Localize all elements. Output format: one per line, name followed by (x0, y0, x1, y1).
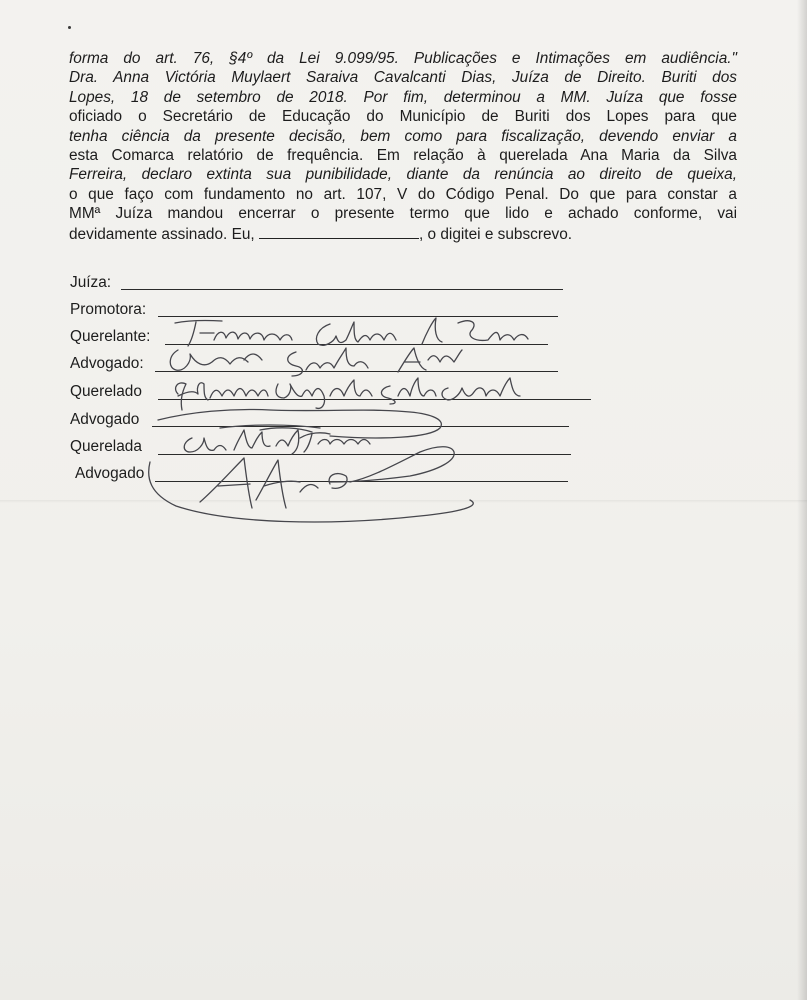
paragraph-line: Lopes, 18 de setembro de 2018. Por fim, determinou a MM. Juíza que fosse (69, 88, 737, 106)
signature-line (158, 316, 558, 317)
signature-field-juiza (70, 272, 111, 294)
signature-label: Advogado (70, 411, 140, 428)
signature-field-querelante (70, 326, 150, 348)
closing-text-end: , o digitei e subscrevo. (418, 225, 573, 243)
signature-querelante (175, 318, 528, 346)
signature-line (155, 371, 558, 372)
term-paragraph (69, 49, 737, 244)
signature-field-advogado-querelado (70, 409, 139, 431)
signature-line (158, 399, 591, 400)
signature-field-advogado-querelante (70, 353, 144, 375)
paper-fold (0, 500, 807, 503)
signature-line (165, 344, 548, 345)
paragraph-line: Ferreira, declaro extinta sua punibilidade, diante da renúncia ao direito de queixa, (69, 166, 737, 184)
signature-label: Querelante: (70, 328, 151, 345)
signature-label: Advogado (75, 465, 145, 482)
signature-querelado (176, 378, 520, 410)
paragraph-line: MMª Juíza mandou encerrar o presente termo que lido e achado conforme, vai (69, 205, 737, 223)
signature-field-promotora (70, 299, 146, 321)
signature-advogado-querelada (149, 447, 474, 522)
signature-line (155, 481, 568, 482)
signature-field-querelada (70, 436, 142, 458)
signature-field-querelado (70, 381, 142, 403)
paper-speck (68, 26, 71, 29)
signature-line (158, 454, 571, 455)
closing-text-start: devidamente assinado. Eu, (69, 225, 255, 243)
signature-label: Advogado: (70, 355, 144, 372)
signature-advogado-querelado (158, 409, 441, 437)
signature-querelada (184, 430, 370, 454)
signature-line (121, 289, 563, 290)
paragraph-line: esta Comarca relatório de frequência. Em relação à querelada Ana Maria da Silva (69, 147, 737, 165)
clerk-name-blank (259, 224, 419, 239)
closing-line (69, 224, 737, 244)
paragraph-line: o que faço com fundamento no art. 107, V do Código Penal. Do que para constar a (69, 185, 737, 203)
paragraph-line: oficiado o Secretário de Educação do Município de Buriti dos Lopes para que (69, 108, 737, 126)
signature-label: Querelada (70, 438, 142, 455)
signature-label: Querelado (70, 383, 142, 400)
paragraph-line: Dra. Anna Victória Muylaert Saraiva Cavalcanti Dias, Juíza de Direito. Buriti dos (69, 69, 737, 87)
paragraph-line: tenha ciência da presente decisão, bem como para fiscalização, devendo enviar a (69, 127, 737, 145)
paragraph-line: forma do art. 76, §4º da Lei 9.099/95. Publicações e Intimações em audiência." (69, 50, 737, 67)
signature-line (152, 426, 569, 427)
signature-label: Promotora: (70, 301, 147, 318)
signature-field-advogado-querelada (75, 463, 144, 485)
signature-label: Juíza: (70, 274, 112, 291)
